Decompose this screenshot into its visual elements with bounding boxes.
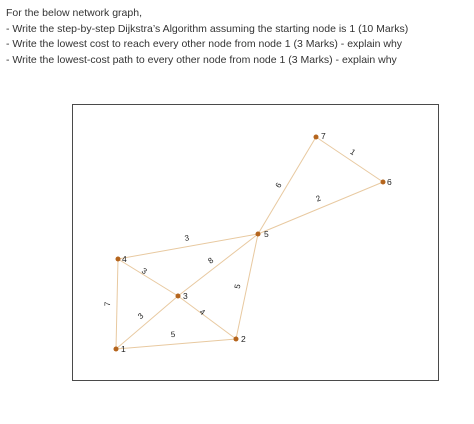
node-6 [381,180,386,185]
node-label-1: 1 [121,344,126,354]
node-label-3: 3 [183,291,188,301]
edge-weight-1-2: 5 [170,329,176,340]
edge-weight-1-3: 3 [136,311,146,322]
edge-4-3 [118,259,178,296]
question-item-1: - Write the step-by-step Dijkstra’s Algorithm assuming the starting node is 1 (10 Marks) [6,22,409,35]
node-5 [256,232,261,237]
node-label-2: 2 [241,334,246,344]
weights-layer [103,147,357,339]
edge-weight-4-5: 3 [183,233,190,243]
question-item-2: - Write the lowest cost to reach every other node from node 1 (3 Marks) - explain why [6,38,403,50]
question-intro: For the below network graph, [6,7,142,19]
node-2 [234,337,239,342]
edge-weight-2-5: 5 [232,283,243,290]
edge-weight-3-2: 4 [197,307,207,318]
node-label-7: 7 [321,131,326,141]
edge-weight-7-6: 1 [348,147,358,158]
node-label-5: 5 [264,229,269,239]
edge-1-2 [116,339,236,349]
edge-3-2 [178,296,236,339]
edge-weight-5-6: 2 [314,193,323,204]
node-3 [176,294,181,299]
edge-5-7 [258,137,316,234]
node-4 [116,257,121,262]
edge-3-5 [178,234,258,296]
edge-1-3 [116,296,178,349]
node-label-6: 6 [387,177,392,187]
edge-7-6 [316,137,383,182]
edges-layer [116,137,383,349]
edge-1-4 [116,259,118,349]
nodes-layer [114,131,393,354]
node-1 [114,347,119,352]
edge-weight-1-4: 7 [103,301,113,307]
node-label-4: 4 [122,254,127,264]
edge-5-6 [258,182,383,234]
edge-weight-4-3: 3 [139,266,149,277]
edge-weight-5-7: 6 [273,181,284,190]
node-7 [314,135,319,140]
edge-weight-3-5: 8 [206,255,216,266]
question-item-3: - Write the lowest-cost path to every other node from node 1 (3 Marks) - explain why [6,53,397,66]
